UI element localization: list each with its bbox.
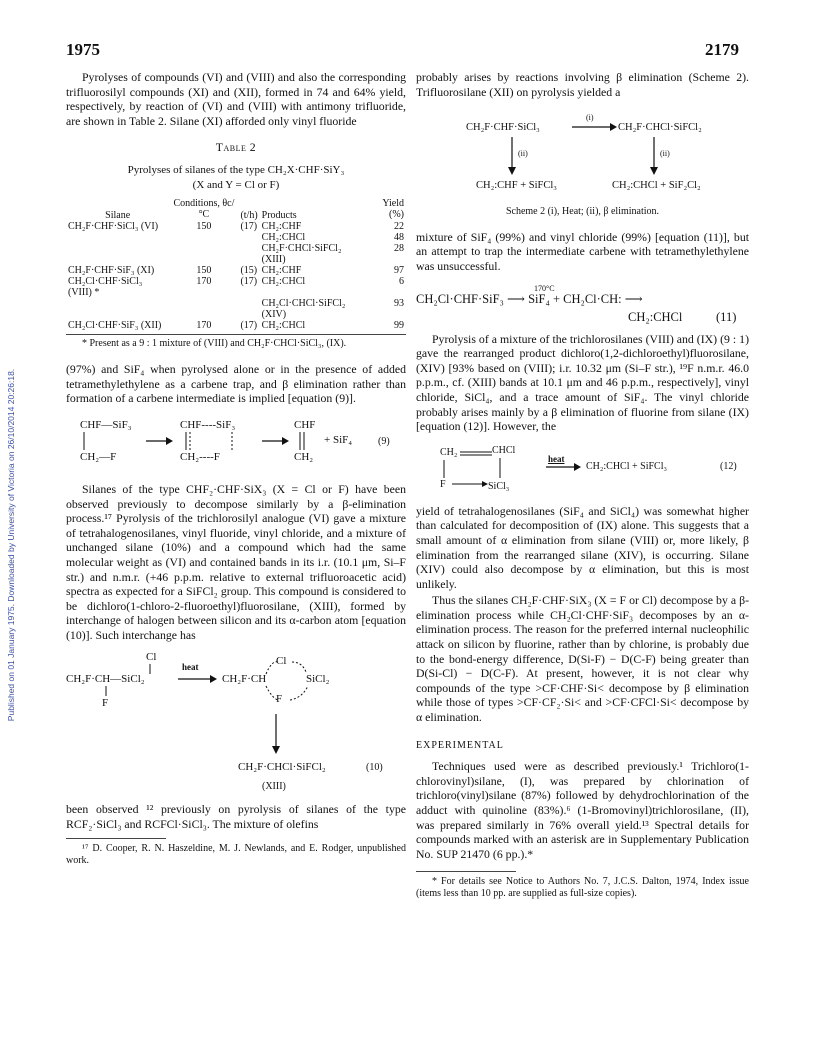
scheme-text: CH₂:CHF + SiFCl₃ — [476, 180, 557, 192]
equation-11 — [416, 282, 749, 326]
table-cell: CH₂F·CHF·SiF₃ (XI) — [68, 265, 155, 277]
table-cell: 22 — [394, 221, 404, 233]
eq-text: CH₂----F — [180, 450, 220, 463]
scheme-text: (i) — [586, 113, 594, 123]
paragraph: yield of tetrahalogenosilanes (SiF₄ and SiCl₄) was somewhat higher than calculated for decomposition of (IX) alone. This suggests that a small amount of α elimination from silane (VIII) or, more likely, β elimination from the rearranged silane (XIV), is occurring. Silane (XIV) could also decompose by α elimination, but this is most unlikely. — [416, 503, 749, 591]
table-cell: 170 — [196, 276, 212, 288]
equation-12 — [416, 442, 749, 498]
footnote-rule — [66, 838, 166, 839]
header-page-number: 2179 — [705, 40, 739, 59]
paragraph: Silanes of the type CHF₂·CHF·SiX₃ (X = Cl or F) have been observed previously to decompose similarly by a β-elimination process.¹⁷ Pyrolysis of the trichlorosilyl analogue (VI) gave a mixture of tetrahalogenosilanes, vinyl fluoride, vinyl chloride, and a mixture of unchanged silane (10%) and a compound which had the same molecular weight as (VI) and contained bands in its i.r. (10.1 μm, Si–F str.) and n.m.r. (+46 p.p.m. relative to external trifluoroacetic acid) spectra as expected for a SiFCl₂ group. This compound is considered to be dichloro(1-chloro-2-fluoroethyl)fluorosilane, (XIII), formed by interchange of halogen between silicon and its α-carbon atom [equation (10)]. Such interchange has — [66, 481, 406, 642]
left-column — [66, 70, 406, 869]
eq-text: Cl — [276, 655, 287, 668]
eq-text: SiCl₃ — [488, 480, 510, 492]
eq-text: 170°C — [534, 283, 555, 293]
table-row — [66, 221, 406, 232]
table-caption-sub: (X and Y = Cl or F) — [192, 178, 280, 191]
table-cell — [66, 298, 169, 320]
scheme-text: CH₂F·CHCl·SiFCl₂ — [618, 122, 702, 134]
paragraph: Techniques used were as described previously.¹ Trichloro(1-chlorovinyl)silane, (I), was prepared by chlorination of trichloro(vinyl)silane (87%) followed by dehydrochlorination of the adduct with quinoline (83%).⁶ (1-Bromovinyl)trichlorosilane, (II), was prepared similarly in 76% overall yield.¹³ Spectral details for compounds marked with an asterisk are in Supplementary Publication No. SUP 21470 (6 pp.).* — [416, 759, 749, 861]
table-header-cell: Conditions, θc/°C — [173, 198, 235, 221]
table-cell: CH₂Cl·CHCl·SiFCl₂ (XIV) — [261, 298, 346, 321]
eq10-bonds — [66, 650, 406, 798]
eq-text: CHF — [294, 418, 316, 431]
table-header-cell: Silane — [105, 210, 131, 222]
table-cell — [169, 298, 238, 320]
table-header-row — [66, 198, 406, 221]
scheme-text: CH₂:CHCl + SiF₂Cl₂ — [612, 180, 701, 192]
table-cell: 48 — [394, 232, 404, 244]
eq-text: CH₂:CHCl — [628, 309, 683, 324]
table-cell — [238, 298, 259, 320]
paragraph: Pyrolysis of a mixture of the trichlorosilanes (VIII) and (IX) (9 : 1) gave the rearranged product dichloro(1,2-dichloroethyl)fluorosilane, (XIV) [93% based on (VIII); i.r. 10.32 μm (Si–F str.), ¹⁹F n.m.r. 46.0 p.p.m., cf. (XIII) bands at 10.1 μm and 46 p.p.m., respectively], vinyl chloride, SiCl₄, and a trace amount of SiF₄. The vinyl chloride probably arises mainly by a β elimination of fluorine from silane (IX) [equation (12)]. However, the — [416, 331, 749, 434]
eq-text: CHF----SiF₃ — [180, 418, 236, 431]
table-row — [66, 265, 406, 276]
table-cell: (17) — [240, 320, 258, 332]
paragraph: (97%) and SiF₄ when pyrolysed alone or in the presence of added tetramethylethylene as a carbene trap, and β elimination rather than formation of a carbene intermediate is implied [equation (9)]. — [66, 362, 406, 406]
table-cell: 93 — [394, 298, 404, 310]
table-cell: CH₂F·CHF·SiCl₃ (VI) — [68, 221, 159, 233]
table-cell: (17) — [240, 221, 258, 233]
eq-text: CH₂:CHCl + SiFCl₃ — [586, 460, 667, 472]
table-header-cell: (t/h) — [240, 210, 258, 222]
table-cell: CH₂:CHF — [261, 265, 302, 277]
table-row — [66, 320, 406, 331]
footnote: * For details see Notice to Authors No. 7, J.C.S. Dalton, 1974, Index issue (items less than 10 pp. are supplied as full-size copies). — [416, 876, 749, 900]
table-cell: 170 — [196, 320, 212, 332]
equation-number: (9) — [378, 435, 390, 447]
table-rule — [66, 334, 406, 335]
table-cell: (17) — [240, 276, 258, 288]
scheme-2 — [416, 111, 749, 201]
eq-text: Cl — [146, 651, 157, 664]
table-row — [66, 232, 406, 243]
eq-text: heat — [182, 662, 199, 673]
equation-10 — [66, 650, 406, 798]
table-cell: 150 — [196, 221, 212, 233]
scheme-text: CH₂F·CHF·SiCl₃ — [466, 122, 540, 134]
paragraph: mixture of SiF₄ (99%) and vinyl chloride (99%) [equation (11)], but an attempt to trap the intermediate carbene with tetramethylethylene was unsuccessful. — [416, 229, 749, 273]
eq-text: CH₂F·CHCl·SiFCl₂ — [238, 761, 326, 774]
eq-text: + SiF₄ — [324, 433, 353, 446]
eq-text: SiCl₂ — [306, 673, 330, 686]
paragraph: been observed ¹² previously on pyrolysis of silanes of the type RCF₂·SiCl₃ and RCFCl·SiCl₃. The mixture of olefins — [66, 802, 406, 832]
table-row — [66, 276, 406, 298]
scheme-text: (ii) — [660, 149, 670, 159]
table-cell — [66, 232, 169, 243]
table-header-cell: Yield (%) — [382, 198, 404, 221]
table-cell: 150 — [196, 265, 212, 277]
table-2 — [66, 198, 406, 331]
table-cell: CH₂:CHF — [261, 221, 302, 233]
table-cell: 97 — [394, 265, 404, 277]
eq-text: heat — [548, 453, 565, 464]
eq-text: F — [276, 693, 283, 706]
eq-text: CH₂Cl·CHF·SiF₃ ⟶ SiF₄ + CH₂Cl·CH: ⟶ — [416, 291, 643, 306]
table-cell — [169, 232, 238, 243]
compound-label: (XIII) — [262, 781, 286, 793]
equation-9 — [66, 416, 406, 476]
eq-text: F — [102, 697, 109, 710]
table-cell: CH₂Cl·CHF·SiF₃ (XII) — [68, 320, 162, 332]
eq-text: F — [440, 478, 446, 490]
sidebar-publication-note: Published on 01 January 1975. Downloaded by University of Victoria on 26/10/2014 20:26:18. — [6, 368, 16, 722]
paragraph: Thus the silanes CH₂F·CHF·SiX₃ (X = F or Cl) decompose by a β-elimination process while CH₂Cl·CHF·SiF₃ decomposes by an α-elimination process. The reason for the preferred internal nucleophilic attack on silicon by fluorine, rather than by chlorine, is probably due to the bond-energy difference, D(Si-F) − D(C-F) being greater than D(Si-Cl) − D(C-F). At present, however, it is not clear why compounds of the type >CF·CHF·Si< decompose by β elimination while those of types >CF·CF₂·Si< and >CF·CFCl·Si< decompose by α elimination. — [416, 593, 749, 725]
footnote-rule — [416, 871, 516, 872]
scheme-caption: Scheme 2 (i), Heat; (ii), β elimination. — [505, 206, 660, 218]
table-title: Table 2 — [215, 140, 257, 155]
table-cell — [169, 243, 238, 265]
table-header-cell: Products — [261, 210, 297, 222]
eq-text: CHF—SiF₃ — [80, 418, 132, 431]
footnote: ¹⁷ D. Cooper, R. N. Haszeldine, M. J. Newlands, and E. Rodger, unpublished work. — [66, 842, 406, 866]
table-caption: Pyrolyses of silanes of the type CH₂X·CHF·SiY₃ — [127, 163, 345, 176]
table-cell — [66, 243, 169, 265]
table-cell: 6 — [399, 276, 404, 288]
eq-text: CH₂F·CH — [222, 673, 267, 686]
table-cell: 28 — [394, 243, 404, 255]
scheme-text: (ii) — [518, 149, 528, 159]
table-cell — [238, 243, 259, 265]
table-cell: CH₂F·CHCl·SiFCl₂ (XIII) — [261, 243, 342, 266]
eq-text: CHCl — [492, 444, 516, 456]
right-column — [416, 70, 749, 902]
eq-text: CH₂—F — [80, 450, 117, 463]
eq12-bonds — [416, 442, 749, 498]
table-row — [66, 243, 406, 265]
table-cell: CH₂:CHCl — [261, 232, 306, 244]
table-cell: CH₂:CHCl — [261, 276, 306, 288]
paragraph: Pyrolyses of compounds (VI) and (VIII) and also the corresponding trifluorosilyl compounds (XI) and (XII), formed in 74 and 64% yield, respectively, by reaction of (VI) and (VIII) with antimony trifluoride, are shown in Table 2. Silane (XI) afforded only vinyl fluoride — [66, 70, 406, 128]
section-heading: EXPERIMENTAL — [416, 739, 504, 751]
table-cell: 99 — [394, 320, 404, 332]
equation-number: (10) — [366, 762, 383, 774]
table-cell: CH₂Cl·CHF·SiCl₃ (VIII) * — [68, 276, 143, 299]
table-cell: (15) — [240, 265, 258, 277]
paragraph: probably arises by reactions involving β elimination (Scheme 2). Trifluorosilane (XII) on pyrolysis yielded a — [416, 70, 749, 99]
table-row — [66, 298, 406, 320]
table-cell — [238, 232, 259, 243]
header-year: 1975 — [66, 40, 100, 59]
eq-text: CH₂F·CH—SiCl₂ — [66, 673, 145, 686]
eq-text: CH₂ — [294, 450, 314, 463]
table-footnote: * Present as a 9 : 1 mixture of (VIII) and CH₂F·CHCl·SiCl₃, (IX). — [82, 338, 347, 350]
eq-text: CH₂ — [440, 446, 458, 458]
table-cell: CH₂:CHCl — [261, 320, 306, 332]
equation-number: (12) — [720, 460, 737, 472]
eq9-bonds — [66, 416, 406, 476]
equation-number: (11) — [716, 309, 737, 324]
